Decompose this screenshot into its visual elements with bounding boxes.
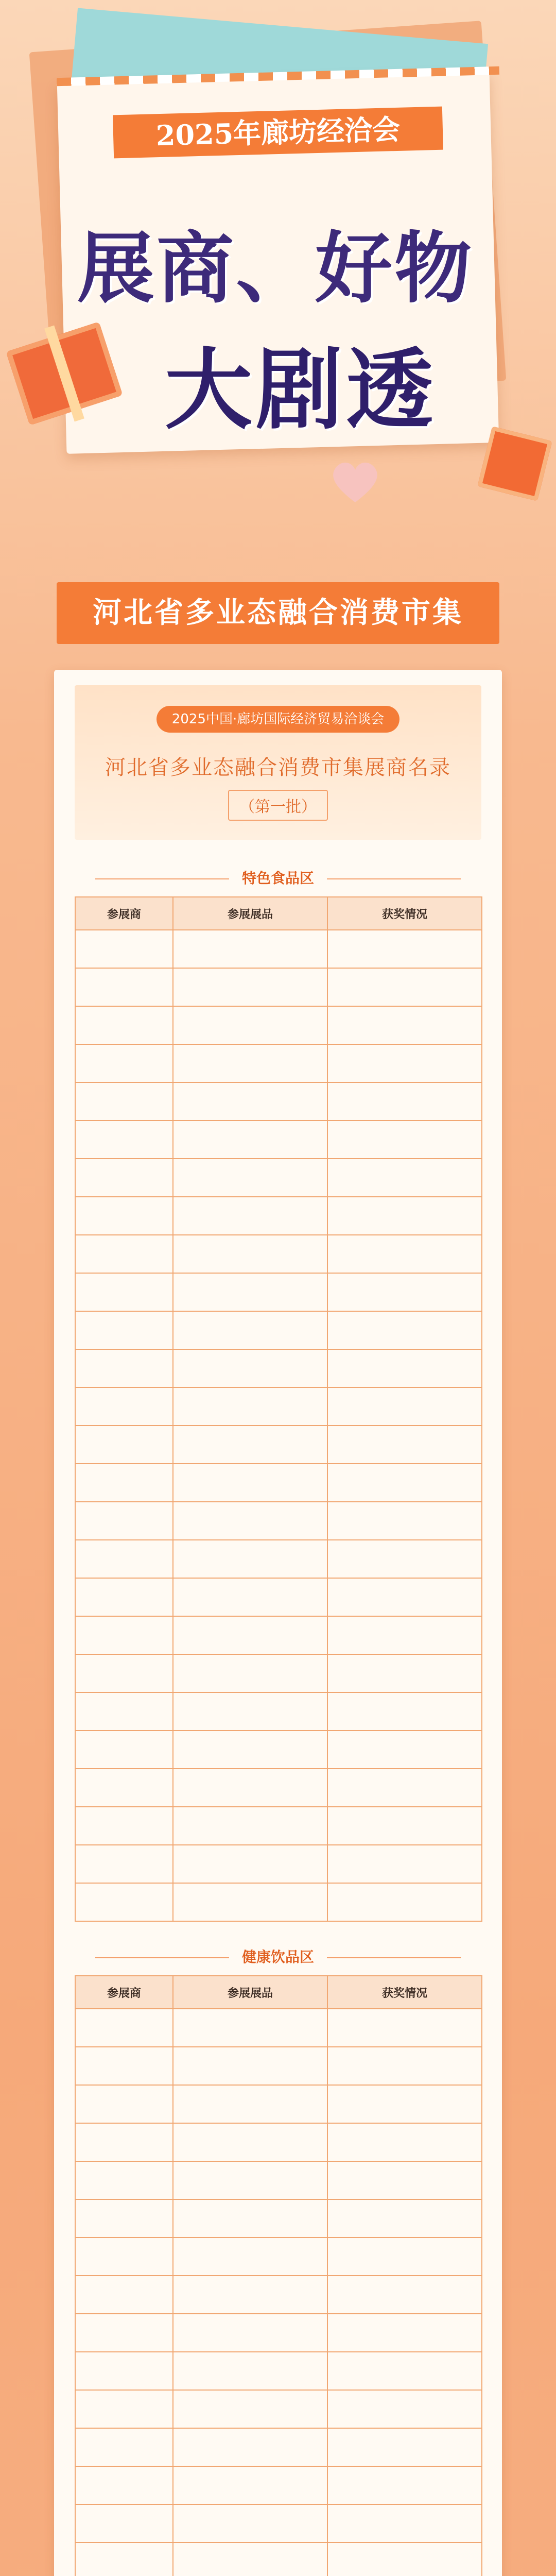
product-cell [173, 1616, 327, 1654]
exhibitor-cell [75, 968, 173, 1006]
product-cell [173, 1540, 327, 1578]
product-cell [173, 1044, 327, 1082]
table-row [75, 1578, 482, 1616]
award-cell [327, 1311, 482, 1349]
award-cell [327, 2276, 482, 2314]
table-row [75, 2085, 482, 2123]
table-row [75, 2428, 482, 2466]
list-header [75, 685, 481, 840]
exhibitor-cell [75, 2543, 173, 2576]
award-cell [327, 1387, 482, 1426]
award-cell [327, 2390, 482, 2428]
award-cell [327, 1692, 482, 1731]
table-row [75, 1006, 482, 1044]
table-row [75, 1540, 482, 1578]
exhibitor-cell [75, 2009, 173, 2047]
product-cell [173, 1692, 327, 1731]
product-cell [173, 2543, 327, 2576]
product-cell [173, 1311, 327, 1349]
award-cell [327, 1349, 482, 1387]
table-row [75, 1845, 482, 1883]
table-row [75, 1044, 482, 1082]
award-cell [327, 1845, 482, 1883]
product-cell [173, 1349, 327, 1387]
table-row [75, 930, 482, 968]
exhibitor-cell [75, 2390, 173, 2428]
product-cell [173, 2161, 327, 2199]
product-cell [173, 2238, 327, 2276]
product-cell [173, 1578, 327, 1616]
product-cell [173, 2047, 327, 2085]
hero-banner [0, 0, 556, 546]
table-row [75, 1654, 482, 1692]
table-row [75, 1464, 482, 1502]
product-cell [173, 2009, 327, 2047]
exhibitor-cell [75, 1311, 173, 1349]
exhibitor-cell [75, 1807, 173, 1845]
exhibitor-cell [75, 1426, 173, 1464]
award-cell [327, 2504, 482, 2543]
award-cell [327, 2161, 482, 2199]
exhibitor-cell [75, 1121, 173, 1159]
table-row [75, 1349, 482, 1387]
list-title: 河北省多业态融合消费市集展商名录 [105, 756, 451, 779]
product-cell [173, 2504, 327, 2543]
exhibitor-table [75, 1975, 482, 2576]
table-row [75, 1159, 482, 1197]
award-cell [327, 2009, 482, 2047]
table-row [75, 2543, 482, 2576]
table-row [75, 1387, 482, 1426]
award-cell [327, 1273, 482, 1311]
table-row [75, 2352, 482, 2390]
table-header: 获奖情况 [327, 1976, 482, 2009]
exhibitor-cell [75, 1197, 173, 1235]
hero-year-title: 2025年廊坊经洽会 [113, 107, 443, 159]
table-row [75, 2047, 482, 2085]
exhibitor-cell [75, 1883, 173, 1921]
exhibitor-cell [75, 1654, 173, 1692]
section [75, 860, 481, 1922]
award-cell [327, 2238, 482, 2276]
award-cell [327, 2199, 482, 2238]
table-header: 参展商 [75, 1976, 173, 2009]
table-row [75, 1883, 482, 1921]
table-row [75, 1807, 482, 1845]
award-cell [327, 1654, 482, 1692]
conference-badge: 2025中国·廊坊国际经济贸易洽谈会 [157, 706, 399, 733]
exhibitor-cell [75, 1578, 173, 1616]
exhibitor-cell [75, 1845, 173, 1883]
product-cell [173, 1731, 327, 1769]
product-cell [173, 2352, 327, 2390]
table-row [75, 1692, 482, 1731]
exhibitor-cell [75, 2199, 173, 2238]
table-row [75, 1616, 482, 1654]
exhibitor-cell [75, 1159, 173, 1197]
award-cell [327, 1807, 482, 1845]
product-cell [173, 930, 327, 968]
award-cell [327, 1578, 482, 1616]
table-row [75, 1502, 482, 1540]
award-cell [327, 1197, 482, 1235]
award-cell [327, 2466, 482, 2504]
exhibitor-cell [75, 2504, 173, 2543]
product-cell [173, 1159, 327, 1197]
table-row [75, 2199, 482, 2238]
exhibitor-cell [75, 1540, 173, 1578]
exhibitor-cell [75, 1235, 173, 1273]
exhibitor-cell [75, 1082, 173, 1121]
hero-title-line1: 展商、好物 [77, 223, 474, 314]
award-cell [327, 2352, 482, 2390]
product-cell [173, 2428, 327, 2466]
table-row [75, 2504, 482, 2543]
product-cell [173, 1387, 327, 1426]
table-row [75, 1235, 482, 1273]
award-cell [327, 1159, 482, 1197]
product-cell [173, 1769, 327, 1807]
exhibitor-cell [75, 2314, 173, 2352]
exhibitor-cell [75, 2085, 173, 2123]
exhibitor-cell [75, 1044, 173, 1082]
product-cell [173, 2199, 327, 2238]
section [75, 1939, 481, 2576]
exhibitor-cell [75, 2276, 173, 2314]
table-row [75, 2238, 482, 2276]
award-cell [327, 1883, 482, 1921]
award-cell [327, 1426, 482, 1464]
product-cell [173, 2123, 327, 2161]
exhibitor-cell [75, 2238, 173, 2276]
table-row [75, 1311, 482, 1349]
hero-title-line2: 大剧透 [165, 338, 437, 442]
table-row [75, 1426, 482, 1464]
exhibitor-cell [75, 1273, 173, 1311]
table-row [75, 1197, 482, 1235]
award-cell [327, 1769, 482, 1807]
product-cell [173, 1121, 327, 1159]
award-cell [327, 1044, 482, 1082]
product-cell [173, 1235, 327, 1273]
award-cell [327, 1616, 482, 1654]
table-row [75, 1082, 482, 1121]
table-row [75, 1769, 482, 1807]
award-cell [327, 2428, 482, 2466]
section-title: 特色食品区 [75, 860, 481, 896]
product-cell [173, 2085, 327, 2123]
table-row [75, 2390, 482, 2428]
exhibitor-table [75, 896, 482, 1922]
product-cell [173, 1273, 327, 1311]
award-cell [327, 2047, 482, 2085]
product-cell [173, 1807, 327, 1845]
exhibitor-cell [75, 2428, 173, 2466]
exhibitor-cell [75, 2466, 173, 2504]
product-cell [173, 1464, 327, 1502]
product-cell [173, 1426, 327, 1464]
table-header: 参展展品 [173, 1976, 327, 2009]
product-cell [173, 2466, 327, 2504]
exhibitor-cell [75, 1731, 173, 1769]
award-cell [327, 2085, 482, 2123]
award-cell [327, 1082, 482, 1121]
exhibitor-cell [75, 1502, 173, 1540]
table-row [75, 2009, 482, 2047]
exhibitor-cell [75, 1769, 173, 1807]
table-row [75, 2276, 482, 2314]
award-cell [327, 1006, 482, 1044]
product-cell [173, 1845, 327, 1883]
exhibitor-cell [75, 2352, 173, 2390]
table-row [75, 2123, 482, 2161]
award-cell [327, 2314, 482, 2352]
award-cell [327, 2543, 482, 2576]
exhibitor-cell [75, 2047, 173, 2085]
table-row [75, 968, 482, 1006]
product-cell [173, 1502, 327, 1540]
exhibitor-cell [75, 930, 173, 968]
table-header: 参展商 [75, 897, 173, 930]
award-cell [327, 1731, 482, 1769]
table-row [75, 1273, 482, 1311]
table-header: 获奖情况 [327, 897, 482, 930]
exhibitor-cell [75, 1464, 173, 1502]
exhibitor-cell [75, 1349, 173, 1387]
product-cell [173, 1883, 327, 1921]
award-cell [327, 930, 482, 968]
product-cell [173, 1006, 327, 1044]
market-title: 河北省多业态融合消费市集 [57, 582, 499, 644]
exhibitor-cell [75, 1692, 173, 1731]
exhibitor-cell [75, 1006, 173, 1044]
award-cell [327, 1502, 482, 1540]
award-cell [327, 968, 482, 1006]
award-cell [327, 1235, 482, 1273]
product-cell [173, 1082, 327, 1121]
table-row [75, 2314, 482, 2352]
exhibitor-cell [75, 1387, 173, 1426]
batch-label: （第一批） [228, 790, 328, 821]
product-cell [173, 2276, 327, 2314]
product-cell [173, 1654, 327, 1692]
exhibitor-panel [54, 670, 502, 2576]
exhibitor-cell [75, 1616, 173, 1654]
exhibitor-cell [75, 2161, 173, 2199]
product-cell [173, 968, 327, 1006]
table-row [75, 2466, 482, 2504]
table-row [75, 1731, 482, 1769]
table-header: 参展展品 [173, 897, 327, 930]
table-row [75, 1121, 482, 1159]
product-cell [173, 1197, 327, 1235]
product-cell [173, 2390, 327, 2428]
award-cell [327, 1121, 482, 1159]
table-row [75, 2161, 482, 2199]
product-cell [173, 2314, 327, 2352]
section-title: 健康饮品区 [75, 1939, 481, 1975]
award-cell [327, 1540, 482, 1578]
exhibitor-cell [75, 2123, 173, 2161]
award-cell [327, 1464, 482, 1502]
award-cell [327, 2123, 482, 2161]
heart-icon [329, 459, 381, 505]
